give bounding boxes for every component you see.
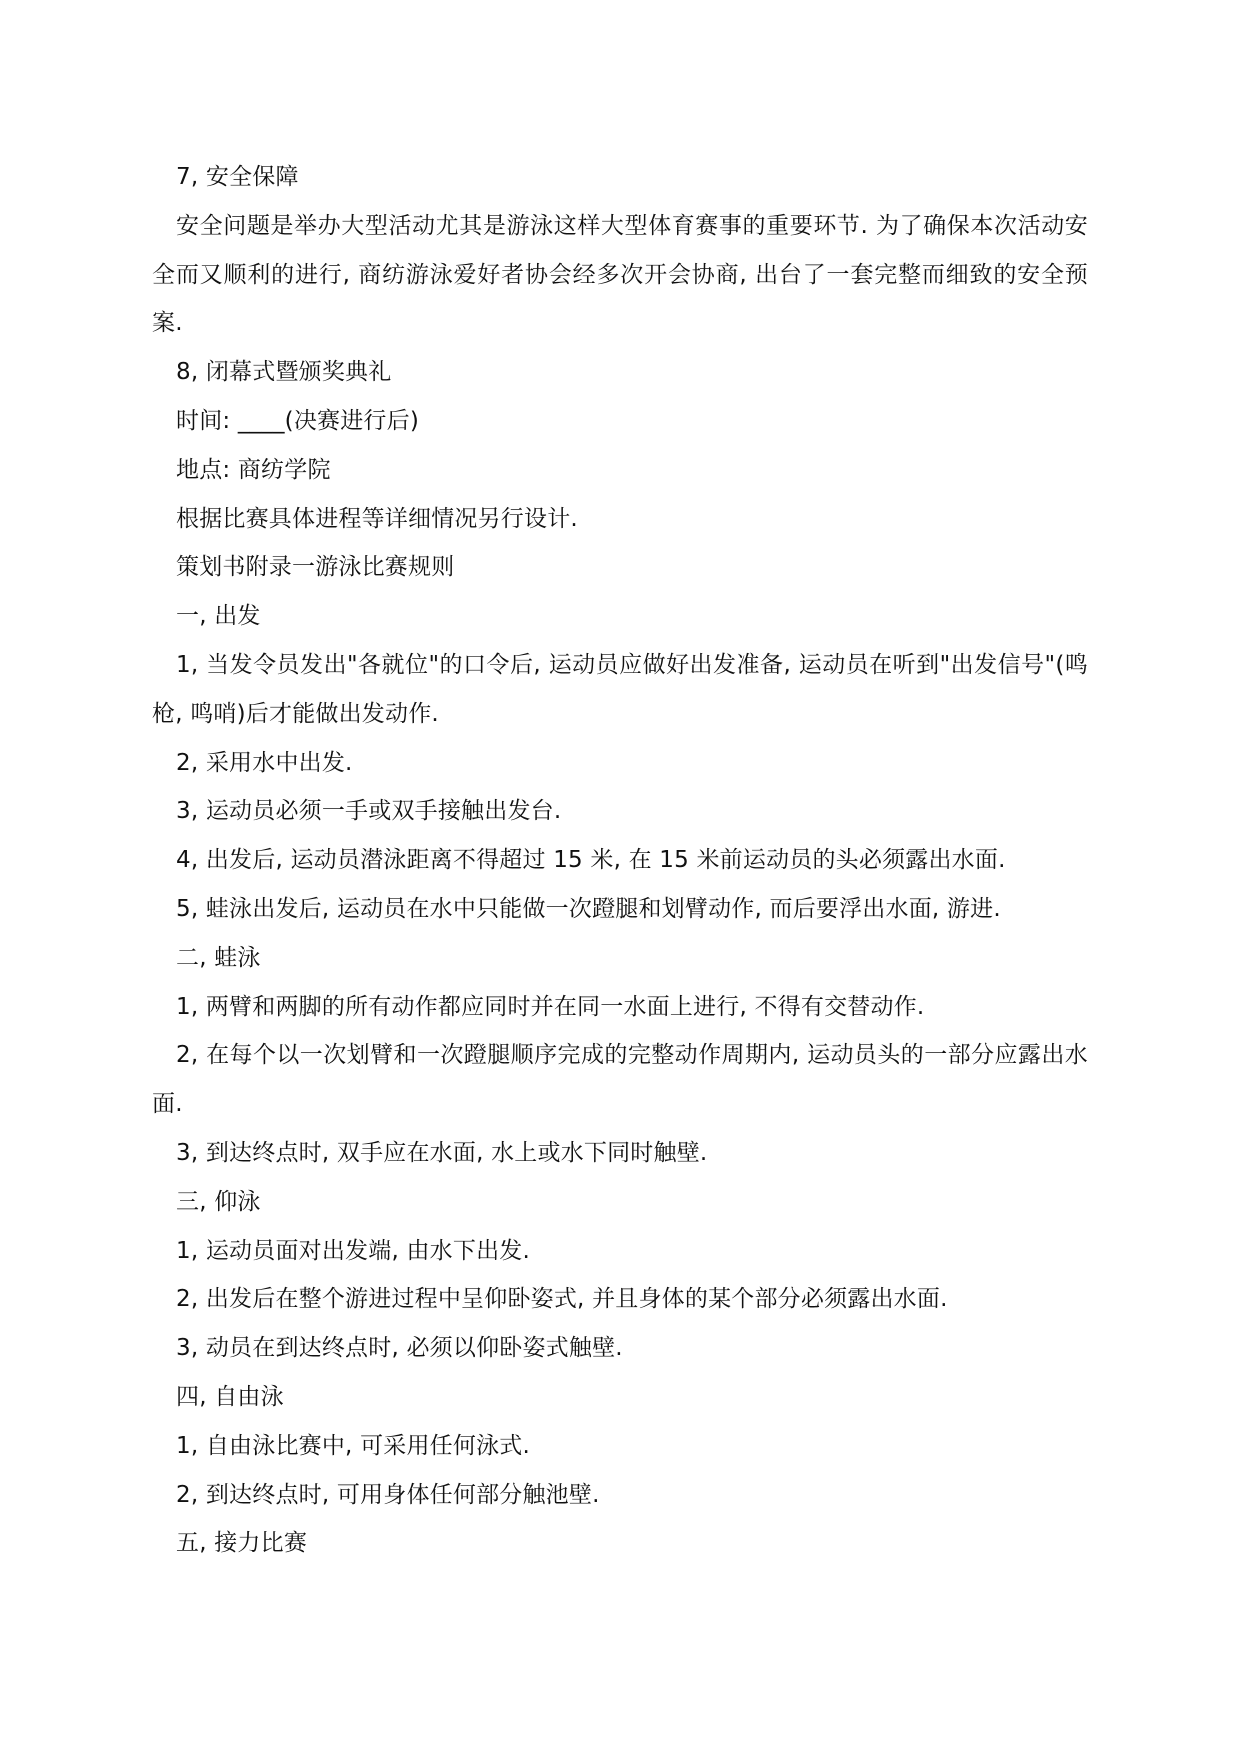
safety-paragraph: 安全问题是举办大型活动尤其是游泳这样大型体育赛事的重要环节. 为了确保本次活动安全而又顺利的进行, 商纺游泳爱好者协会经多次开会协商, 出台了一套完整而细致的安全预案. <box>152 212 1088 337</box>
rules-heading-relay: 五, 接力比赛 <box>176 1530 308 1557</box>
rule-backstroke-1: 1, 运动员面对出发端, 由水下出发. <box>176 1237 530 1264</box>
rules-heading-start: 一, 出发 <box>176 603 261 630</box>
rules-heading-freestyle: 四, 自由泳 <box>176 1383 284 1410</box>
rule-freestyle-1: 1, 自由泳比赛中, 可采用任何泳式. <box>176 1432 530 1459</box>
section-heading-safety: 7, 安全保障 <box>176 164 299 190</box>
rule-start-2: 2, 采用水中出发. <box>176 749 353 776</box>
rules-heading-backstroke: 三, 仰泳 <box>176 1188 261 1215</box>
rule-breaststroke-3: 3, 到达终点时, 双手应在水面, 水上或水下同时触壁. <box>176 1139 708 1166</box>
rule-start-1: 1, 当发令员发出"各就位"的口令后, 运动员应做好出发准备, 运动员在听到"出发信号"(鸣枪, 鸣哨)后才能做出发动作. <box>152 651 1088 727</box>
ceremony-location: 地点: 商纺学院 <box>176 456 331 483</box>
appendix-title: 策划书附录一游泳比赛规则 <box>176 554 455 581</box>
rule-backstroke-2: 2, 出发后在整个游进过程中呈仰卧姿式, 并且身体的某个部分必须露出水面. <box>176 1286 948 1313</box>
document-body <box>152 153 1088 1568</box>
ceremony-note: 根据比赛具体进程等详细情况另行设计. <box>176 505 578 532</box>
rule-backstroke-3: 3, 动员在到达终点时, 必须以仰卧姿式触壁. <box>176 1335 623 1362</box>
ceremony-time: 时间: ____(决赛进行后) <box>176 407 420 434</box>
rule-start-4: 4, 出发后, 运动员潜泳距离不得超过 15 米, 在 15 米前运动员的头必须露出水面. <box>176 847 1006 874</box>
rule-breaststroke-2: 2, 在每个以一次划臂和一次蹬腿顺序完成的完整动作周期内, 运动员头的一部分应露出水面. <box>152 1042 1088 1118</box>
rule-start-5: 5, 蛙泳出发后, 运动员在水中只能做一次蹬腿和划臂动作, 而后要浮出水面, 游进. <box>176 895 1001 922</box>
rule-breaststroke-1: 1, 两臂和两脚的所有动作都应同时并在同一水面上进行, 不得有交替动作. <box>176 993 925 1020</box>
rule-freestyle-2: 2, 到达终点时, 可用身体任何部分触池壁. <box>176 1481 600 1508</box>
rules-heading-breaststroke: 二, 蛙泳 <box>176 944 261 971</box>
section-heading-closing-ceremony: 8, 闭幕式暨颁奖典礼 <box>176 359 392 386</box>
rule-start-3: 3, 运动员必须一手或双手接触出发台. <box>176 798 562 825</box>
